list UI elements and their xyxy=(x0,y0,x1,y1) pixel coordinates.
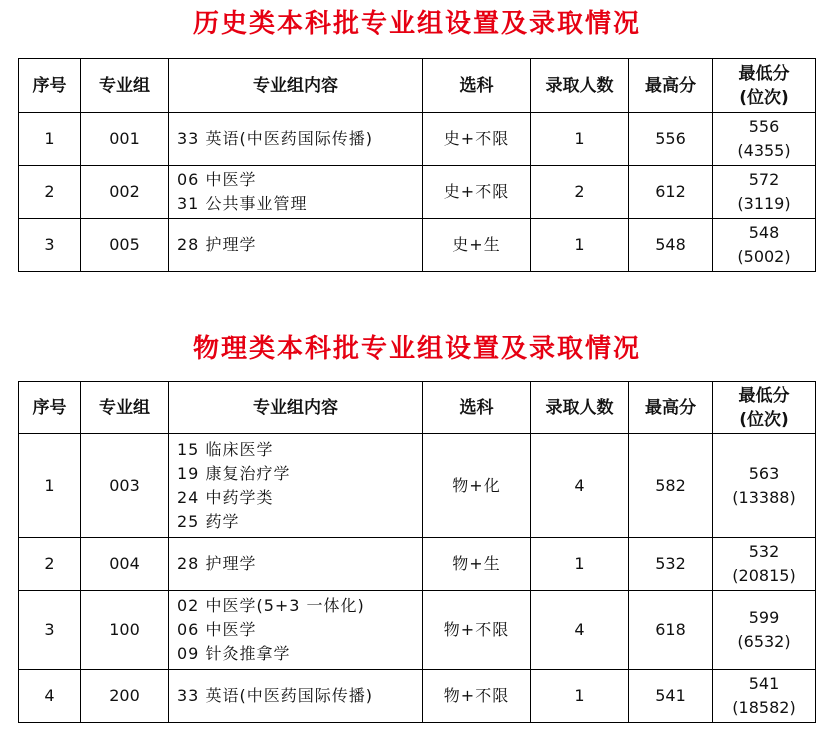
row-no: 3 xyxy=(19,591,81,670)
row-min xyxy=(713,434,816,538)
row-content xyxy=(169,434,423,538)
row-group: 005 xyxy=(81,219,169,272)
major-item: 28 护理学 xyxy=(177,554,257,573)
row-subject: 史+生 xyxy=(423,219,531,272)
row-admit: 4 xyxy=(531,434,629,538)
header-admit: 录取人数 xyxy=(531,59,629,113)
row-content xyxy=(169,219,423,272)
major-item: 19 康复治疗学 xyxy=(177,463,291,483)
row-no: 1 xyxy=(19,113,81,166)
row-no: 4 xyxy=(19,670,81,723)
header-group: 专业组 xyxy=(81,382,169,434)
major-item: 31 公共事业管理 xyxy=(177,194,308,213)
header-content: 专业组内容 xyxy=(169,59,423,113)
row-max: 556 xyxy=(629,113,713,166)
table-row xyxy=(19,113,816,166)
min-rank: (3119) xyxy=(737,194,791,213)
min-score: 556 xyxy=(748,117,780,136)
physics-table-title: 物理类本科批专业组设置及录取情况 xyxy=(192,334,641,364)
row-group: 004 xyxy=(81,538,169,591)
min-rank: (5002) xyxy=(737,247,791,266)
min-rank: (18582) xyxy=(732,698,796,717)
header-no: 序号 xyxy=(19,59,81,113)
row-group: 100 xyxy=(81,591,169,670)
row-no: 3 xyxy=(19,219,81,272)
header-rank-label: (位次) xyxy=(739,87,789,108)
table-row xyxy=(19,591,816,670)
row-max: 618 xyxy=(629,591,713,670)
min-rank: (13388) xyxy=(732,487,796,507)
row-max: 532 xyxy=(629,538,713,591)
row-admit: 1 xyxy=(531,113,629,166)
header-group: 专业组 xyxy=(81,59,169,113)
major-item: 33 英语(中医药国际传播) xyxy=(177,129,373,148)
row-no: 1 xyxy=(19,434,81,538)
history-table-title: 历史类本科批专业组设置及录取情况 xyxy=(192,9,641,39)
min-rank: (6532) xyxy=(737,632,791,651)
major-item: 02 中医学(5+3 一体化) xyxy=(177,596,365,615)
major-item: 06 中医学 xyxy=(177,620,257,639)
min-score: 541 xyxy=(748,674,780,693)
row-group: 200 xyxy=(81,670,169,723)
row-content xyxy=(169,113,423,166)
header-min xyxy=(713,59,816,113)
row-max: 548 xyxy=(629,219,713,272)
row-no: 2 xyxy=(19,538,81,591)
row-admit: 1 xyxy=(531,670,629,723)
row-subject: 物+不限 xyxy=(423,591,531,670)
row-min xyxy=(713,166,816,219)
physics-admission-table xyxy=(18,381,816,723)
major-item: 25 药学 xyxy=(177,511,240,531)
table-header-row xyxy=(19,382,816,434)
row-max: 582 xyxy=(629,434,713,538)
header-max: 最高分 xyxy=(629,382,713,434)
header-subject: 选科 xyxy=(423,382,531,434)
row-content xyxy=(169,538,423,591)
row-group: 001 xyxy=(81,113,169,166)
min-score: 548 xyxy=(748,223,780,242)
min-score: 563 xyxy=(748,463,780,483)
row-subject: 物+不限 xyxy=(423,670,531,723)
history-admission-table xyxy=(18,58,816,272)
table-row xyxy=(19,166,816,219)
row-admit: 2 xyxy=(531,166,629,219)
min-rank: (4355) xyxy=(737,141,791,160)
header-min xyxy=(713,382,816,434)
row-content xyxy=(169,591,423,670)
row-max: 612 xyxy=(629,166,713,219)
major-item: 24 中药学类 xyxy=(177,487,274,507)
table-row xyxy=(19,670,816,723)
header-content: 专业组内容 xyxy=(169,382,423,434)
header-rank-label: (位次) xyxy=(739,409,789,430)
row-min xyxy=(713,219,816,272)
row-admit: 4 xyxy=(531,591,629,670)
row-subject: 物+化 xyxy=(423,434,531,538)
header-admit: 录取人数 xyxy=(531,382,629,434)
header-max: 最高分 xyxy=(629,59,713,113)
row-content xyxy=(169,670,423,723)
header-min-label: 最低分 xyxy=(738,63,790,84)
major-item: 33 英语(中医药国际传播) xyxy=(177,686,373,705)
header-no: 序号 xyxy=(19,382,81,434)
table-row xyxy=(19,219,816,272)
row-group: 002 xyxy=(81,166,169,219)
row-max: 541 xyxy=(629,670,713,723)
row-subject: 史+不限 xyxy=(423,113,531,166)
row-admit: 1 xyxy=(531,219,629,272)
table-row xyxy=(19,538,816,591)
major-item: 09 针灸推拿学 xyxy=(177,644,291,663)
table-row xyxy=(19,434,816,538)
row-subject: 史+不限 xyxy=(423,166,531,219)
major-item: 06 中医学 xyxy=(177,170,257,189)
row-min xyxy=(713,591,816,670)
row-min xyxy=(713,113,816,166)
row-min xyxy=(713,538,816,591)
min-score: 532 xyxy=(748,542,780,561)
major-item: 15 临床医学 xyxy=(177,439,274,459)
min-score: 572 xyxy=(748,170,780,189)
row-subject: 物+生 xyxy=(423,538,531,591)
row-no: 2 xyxy=(19,166,81,219)
row-content xyxy=(169,166,423,219)
row-admit: 1 xyxy=(531,538,629,591)
header-min-label: 最低分 xyxy=(738,385,790,406)
row-min xyxy=(713,670,816,723)
header-subject: 选科 xyxy=(423,59,531,113)
major-item: 28 护理学 xyxy=(177,235,257,254)
row-group: 003 xyxy=(81,434,169,538)
min-score: 599 xyxy=(748,608,780,627)
min-rank: (20815) xyxy=(732,566,796,585)
table-header-row xyxy=(19,59,816,113)
